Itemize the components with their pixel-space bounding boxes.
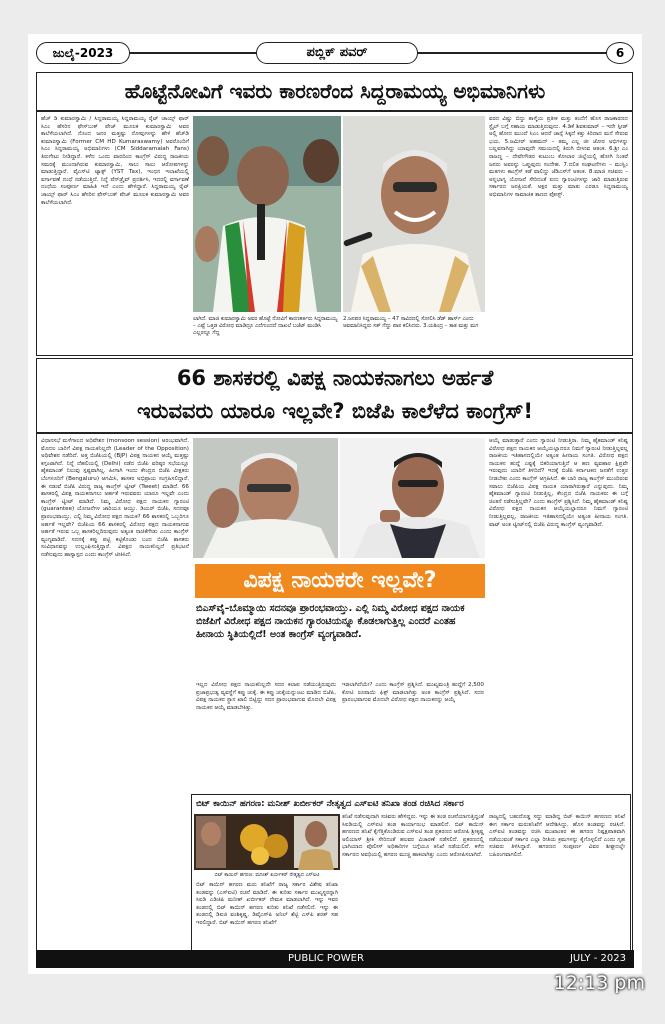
story-2-headline-line1: 66 ಶಾಸಕರಲ್ಲಿ ವಿಪಕ್ಷ ನಾಯಕನಾಗಲು ಅರ್ಹತೆ <box>176 366 494 390</box>
page-footer <box>36 950 634 968</box>
story-1-caption-right: 2.ಜನಪರ ಸಿದ್ದರಾಮಯ್ಯ – 47 ಸಾವಿರದಲ್ಲಿ ಸೋಲಿಸಿ ಡೆಡ್ ಹಾರ್ಸ್ ಎಂದು ಅವಮಾನಿಸಿದ್ದರು ಸತ್ ಗೆದ್ದು ಪಾಠ ಕಲಿಸಿದರು. 3.ಯಶಿಂದ್ರ – ತಾತ ಮತ್ತು ಮಗ <box>343 316 479 329</box>
story-3-headline: ಬಿಟ್ ಕಾಯಿನ್ ಹಗರಣ: ಮನೀಶ್ ಖರ್ಬೀಕರ್ ನೇತೃತ್ವದ ಎಸ್‌ಐಟಿ ತನಿಖಾ ತಂಡ ರಚಿಸಿದ ಸರ್ಕಾರ <box>196 799 464 809</box>
story-1-headline: ಹೊಟ್ಟೆನೋವಿಗೆ ಇವರು ಕಾರಣರೆಂದ ಸಿದ್ದರಾಮಯ್ಯ ಅಭಿಮಾನಿಗಳು <box>124 79 546 103</box>
story-2-text-mid-a: ಇಲ್ಲದ ವಿರೋಧ ಪಕ್ಷದ ನಾಯಕನಿಲ್ಲದೇ ಸದನ ಕಲಾಪ ನಡೆಯುತ್ತಿರುವುದು ಪ್ರಜಾಪ್ರಭುತ್ವ ವ್ಯವಸ್ಥೆಗೆ ಕಪ್ಪು ಚುಕ್ಕೆ. ಈ ಕಪ್ಪು ಚುಕ್ಕೆಯನ್ನುಂಟು ಮಾಡಿದ ಬಿಜೆಪಿ, ವಿಪಕ್ಷ ನಾಯಕನ ಸ್ಥಾನ ಖಾಲಿ ಬಿಟ್ಟಿದ್ದು ಸದನ ಪ್ರಾರಂಭವಾಗುವ ಮೊದಲೇ ವಿಪಕ್ಷ ನಾಯಕನ ಆಯ್ಕೆ ಮಾಡಬೇಕಿತ್ತು. <box>196 682 336 711</box>
story-2-col-left <box>41 438 189 950</box>
story-3-photo-caption: ಬಿಟ್ ಕಾಯಿನ್ ಹಗರಣ: ಮನೀಶ್ ಖರ್ಬೀಕರ್ ನೇತೃತ್ವದ ಎಸ್‌ಐಟಿ <box>214 872 320 878</box>
page-number: 6 <box>606 42 634 64</box>
masthead: ಪಬ್ಲಿಕ್ ಪವರ್ <box>256 42 418 64</box>
bommai-photo-art <box>340 438 485 558</box>
opposition-leader-banner: ವಿಪಕ್ಷ ನಾಯಕರೇ ಇಲ್ಲವೇ? <box>193 562 487 600</box>
story-3-text-b: ತನಿಖೆ ನಡೆಸುವುದಾಗಿ ಸಚಿವರು ಹೇಳಿದ್ದರು. ಇನ್ನು ಈ ತಂಡ ರಚನೆಯಾಗುತ್ತಿದ್ದಂತೆ ಸಿಐಡಿಯಲ್ಲಿ ಎಸ್‌ಐಟಿ ತಂಡ ಕಾರ್ಯಾರಂಭ ಮಾಡಲಿದೆ. ಬಿಟ್ ಕಾಯಿನ್ ಹಗರಣದ ತನಿಖೆ ಕೈಗೆತ್ತಿಕೊಂಡಿರುವ ಎಸ್‌ಐಟಿ ತಂಡ ಪ್ರಕರಣದ ಆರೋಪಿ ಶ್ರೀಕೃಷ್ಣ ಅಲಿಯಾಸ್ ಶ್ರೀಕಿ ಸೇರಿದಂತೆ ಹಲವರ ವಿಚಾರಣೆ ನಡೆಸಲಿದೆ. ಪ್ರಕರಣದಲ್ಲಿ ಭಾಗಿಯಾದ ಪೊಲೀಸ್ ಅಧಿಕಾರಿಗಳ ಬಗ್ಗೆಯೂ ತನಿಖೆ ನಡೆಯಲಿದೆ. ಕಳೆದ ಸರ್ಕಾರದ ಅವಧಿಯಲ್ಲಿ ಹಗರಣ ಮುಚ್ಚಿ ಹಾಕಲಾಗಿತ್ತು ಎಂದು ಆರೋಪಿಸಲಾಗಿದೆ. <box>342 814 484 858</box>
story-1-caption-left: ಲಾಗಿದೆ. ಮಾಜಿ ಕುಮಾರಸ್ವಾಮಿ ಅವರ ಹೊಟ್ಟೆ ನೋವಿಗೆ ಕಾರಣಕರ್ತರು ಸಿದ್ದರಾಮಯ್ಯ – ಎಷ್ಟೆ ಒತ್ತಡ ವಿರೋಧ ಮಾಡಿದ್ರೂ ಎದೆಗುಂದದೆ ದಾಖಲೆ ಬಜೆಟ್ ಮಂಡಿಸಿ ಎಲ್ಲರನ್ನೂ ಗೆದ್ದ <box>193 316 338 336</box>
bitcoin-sit-photo-art <box>194 814 340 870</box>
story-2-headline-rule <box>36 432 633 434</box>
story-2-intro: ಬಿಎಸ್‌ವೈ–ಬೊಮ್ಮಾಯಿ ಸದನವೂ ಪ್ರಾರಂಭವಾಯ್ತು. ಎಲ್ಲಿ ನಿಮ್ಮ ವಿರೋಧ ಪಕ್ಷದ ನಾಯಕ ಬಿಜೆಪಿಗೆ ವಿರೋಧ ಪಕ್ಷದ ನಾಯಕನ ಗ್ಯಾರಂಟಿಯನ್ನೂ ಕೊಡಲಾಗುತ್ತಿಲ್ಲ ಎಂದರೆ ಎಂತಹ ಹೀನಾಯ ಸ್ಥಿತಿಯಲ್ಲಿದೆ! ಅಂತ ಕಾಂಗ್ರೆಸ್ ವ್ಯಂಗ್ಯವಾಡಿದೆ. <box>196 603 465 640</box>
story-1-text-left: ಹೆಚ್ ಡಿ ಕುಮಾರಸ್ವಾಮಿ / ಸಿದ್ದರಾಮಯ್ಯ ಸಿದ್ದರಾಮಯ್ಯ ರೈಟ್ ಚಾಯ್ಸ್ ಫಾರ್ ಸಿಎಂ ಹೆಸರಿನ ಫೇಸ್‌ಬುಕ್ ಪೇಜ್ ಮೂಲಕ ಕುಮಾರಸ್ವಾಮಿ ಅವರ ಕಾಲೆಳೆಯಲಾಗಿದೆ. ನೊಂದ ಜನರ ಮತ್ತಷ್ಟು ನೋವುಗಳನ್ನು ಹೇಳಿ ಹೆಚ್‌ಡಿ ಕುಮಾರಸ್ವಾಮಿ (Former CM HD Kumaraswamy) ಅವರೊಂದಿಗೆ ಸಿಎಂ ಸಿದ್ದರಾಮಯ್ಯ ಅಭಿಮಾನಿಗಳು (CM Siddaramaiah Fans) ತಿರುಗೇಟು ನೀಡಿದ್ದಾರೆ. ಕಳೆದ ಒಂದು ವಾರದಿಂದ ಕಾಂಗ್ರೆಸ್ ವಿರುದ್ಧ ರಾಜಕೀಯ ಸಮರಕ್ಕೆ ಮುಂದಾಗಿರುವ ಕುಮಾರಸ್ವಾಮಿ, ಸಾಲು ಸಾಲು ಆರೋಪಗಳನ್ನು ಮಾಡುತ್ತಿದ್ದಾರೆ. ವೈಎಸ್‌ಟಿ ಟ್ಯಾಕ್ಸ್ (YST Tax), ಇಂಧನ ಇಲಾಖೆಯಲ್ಲಿ ವರ್ಗಾವಣೆ ದಂಧೆ ನಡೆಯುತ್ತಿದೆ. ನಿನ್ನೆ ಪೆನ್‌ಡ್ರೈವ್ ಪ್ರದರ್ಶಿಸಿ, ಇದರಲ್ಲಿ ವರ್ಗಾವಣೆ ದಂಧೆಯ ಸಂಪೂರ್ಣ ಮಾಹಿತಿ ಇದೆ ಎಂದು ಹೇಳಿದ್ದಾರೆ. ಸಿದ್ದರಾಮಯ್ಯ ರೈಟ್ ಚಾಯ್ಸ್ ಫಾರ್ ಸಿಎಂ ಹೆಸರಿನ ಫೇಸ್‌ಬುಕ್ ಪೇಜ್ ಮೂಲಕ ಕುಮಾರಸ್ವಾಮಿ ಅವರ ಕಾಲೆಳೆಯಲಾಗಿದೆ. <box>41 116 189 206</box>
yediyurappa-photo-art <box>193 438 338 558</box>
issue-date: ಜುಲೈ-2023 <box>36 42 130 64</box>
story-3-text-c: ರಾಜ್ಯದಲ್ಲಿ ಬಹುದೊಡ್ಡ ಸದ್ದು ಮಾಡಿದ್ದ ಬಿಟ್ ಕಾಯಿನ್ ಹಗರಣದ ತನಿಖೆ ಈಗ ಸರ್ಕಾರ ಮರುತನಿಖೆಗೆ ಆದೇಶಿಸಿದ್ದು, ಹೊಸ ತಂಡವನ್ನು ರಚಿಸಿದೆ. ಎಸ್‌ಐಟಿ ತಂಡವನ್ನು ರಚಿಸಿ ಮುಖಾಂತರ ಈ ಹಗರಣ ನಿಷ್ಪಕ್ಷಪಾತವಾಗಿ ನಡೆಯುವಂತೆ ಸರ್ಕಾರ ಎಲ್ಲಾ ರೀತಿಯ ಕ್ರಮಗಳನ್ನು ಕೈಗೊಳ್ಳಲಿದೆ ಎಂದು ಗೃಹ ಸಚಿವರು ತಿಳಿಸಿದ್ದಾರೆ. ಹಗರಣದ ಸಂಪೂರ್ಣ ವಿವರ ಶೀಘ್ರದಲ್ಲೇ ಬಹಿರಂಗವಾಗಲಿದೆ. <box>489 814 625 858</box>
story-2-text-right: ಆಯ್ಕೆ ಮಾಡುತ್ತಾರೆ ಎಂದು ಗ್ಯಾರಂಟಿ ನೀಡುತ್ತಿರಾ. ನಿಮ್ಮ ಹೈಕಮಾಂಡ್ ಕನಿಷ್ಟ ವಿರೋಧ ಪಕ್ಷದ ನಾಯಕನ ಆಯ್ಕೆಯಲ್ಲಾದರೂ ನಿಮಗೆ ಗ್ಯಾರಂಟಿ ನೀಡುತ್ತಿಲ್ಲವಲ್ಲ ರಾಜಕೀಯ ಇತಿಹಾಸದಲ್ಲಿಯೇ ಅತ್ಯಂತ ಹೀನಾಯ ಸಂಗತಿ. ವಿರೋಧ ಪಕ್ಷದ ನಾಯಕನ ಹುದ್ದೆ ಎಷ್ಟಕ್ಕೆ ಬಿಕರಿಯಾಗುತ್ತಿದೆ ಆ ಹಣ ವ್ಯವಹಾರ ಕ್ಷಿಪ್ರವೇ ಇರುವುದು ಯಾರಿಗೆ ತಿಳಿದಿದೆ? ಇದಕ್ಕೆ ಬಿಜೆಪಿ ಕರ್ನಾಟಕದ ಜನತೆಗೆ ಉತ್ತರ ನೀಡಬೇಕು ಎಂದು ಕಾಂಗ್ರೆಸ್ ಆಗ್ರಹಿಸಿದೆ. ಈ ಬಾರಿ ರಾಜ್ಯ ಕಾಂಗ್ರೆಸ್ ಮುಂದಿರುವ ಸವಾಲು ಬಿಜೆಪಿಯ ವಿಪಕ್ಷ ನಾಯಕ ಯಾರಾಗಿರುತ್ತಾರೆ ಎನ್ನುವುದು. ನಿಮ್ಮ ಹೈಕಮಾಂಡ್ ಗ್ಯಾರಂಟಿ ನೀಡುತ್ತಿಲ್ಲ, ಕೇಂದ್ರದ ಬಿಜೆಪಿ ನಾಯಕರು ಈ ಬಗ್ಗೆ ಚಿಂತನೆ ನಡೆಸುತ್ತಿಲ್ಲವೇ? ಎಂದು ಕಾಂಗ್ರೆಸ್ ಪ್ರಶ್ನಿಸಿದೆ. ನಿಮ್ಮ ಹೈಕಮಾಂಡ್ ಕನಿಷ್ಟ ವಿರೋಧ ಪಕ್ಷದ ನಾಯಕನ ಆಯ್ಕೆಯಲ್ಲಾದರೂ ನಿಮಗೆ ಗ್ಯಾರಂಟಿ ನೀಡುತ್ತಿಲ್ಲವಲ್ಲ, ರಾಜಕೀಯ ಇತಿಹಾಸದಲ್ಲಿಯೇ ಅತ್ಯಂತ ಹೀನಾಯ ಸಂಗತಿ. ವಾಟ್ ಅಂತ ಟ್ವೀಟ್‌ನಲ್ಲಿ ಬಿಜೆಪಿ ವಿರುದ್ಧ ಕಾಂಗ್ರೆಸ್ ವ್ಯಂಗ್ಯವಾಡಿದೆ. <box>489 438 628 528</box>
footer-publication: PUBLIC POWER <box>288 953 364 964</box>
status-time: 12:13 pm <box>553 972 645 994</box>
story-1-col-right <box>489 116 628 350</box>
bommai-photo <box>340 438 485 558</box>
footer-date: JULY - 2023 <box>569 953 626 964</box>
story-2-headline-line2: ಇರುವವರು ಯಾರೂ ಇಲ್ಲವೇ? ಬಿಜೆಪಿ ಕಾಲೆಳೆದ ಕಾಂಗ್ರೆಸ್! <box>137 399 533 423</box>
page-header <box>36 42 634 64</box>
story-3-col-c <box>489 814 625 948</box>
kumaraswamy-photo-art <box>193 116 341 312</box>
story-2-col-mid-b <box>342 682 484 790</box>
story-2-col-mid-a <box>196 682 336 790</box>
story-1-col-left <box>41 116 189 350</box>
yediyurappa-photo <box>193 438 338 558</box>
siddaramaiah-photo <box>343 116 485 312</box>
siddaramaiah-photo-art <box>343 116 485 312</box>
story-3-text-a: ಬಿಟ್ ಕಾಯಿನ್ ಹಗರಣ ಮರು ತನಿಖೆಗೆ ರಾಜ್ಯ ಸರ್ಕಾರ ವಿಶೇಷ ತನಿಖಾ ತಂಡವನ್ನು (ಎಸ್‌ಐಟಿ) ರಚನೆ ಮಾಡಿದೆ. ಈ ಕುರಿತು ಸರ್ಕಾರ ಮುಖ್ಯಸ್ಥರನ್ನಾಗಿ ಸಿಐಡಿ ಎಡಿಜಿಪಿ ಮನೀಶ್ ಖರ್ಬೀಕರ್ ನೇಮಕ ಮಾಡಲಾಗಿದೆ. ಇನ್ನು ಇವರ ತಂಡದಲ್ಲಿ ಬಿಟ್ ಕಾಯಿನ್ ಹಗರಣ ಕುರಿತು ತನಿಖೆ ನಡೆಸಲಿದೆ. ಇನ್ನು ಈ ತಂಡದಲ್ಲಿ ಡಿಐಜಿ ವಂಶಿಕೃಷ್ಣ, ಡಿವೈಎಸ್‌ಪಿ ಅನಿಲ್ ಶೆಟ್ಟಿ ಎಸ್‌ಪಿ ಶರತ್ ಸಹ ಇರಲಿದ್ದಾರೆ. ಬಿಟ್ ಕಾಯಿನ್ ಹಗರಣ ತನಿಖೆಗೆ <box>196 882 338 926</box>
kumaraswamy-photo <box>193 116 341 312</box>
story-2-col-right <box>489 438 628 790</box>
story-1-headline-rule <box>36 110 633 112</box>
story-2-text-mid-b: ಇಡಲಾಗಿದೆಯೇ? ಎಂದು ಕಾಂಗ್ರೆಸ್ ಪ್ರಶ್ನಿಸಿದೆ. ಮುಖ್ಯಮಂತ್ರಿ ಹುದ್ದೆಗೆ 2,500 ಕೋಟಿ ರೂಪಾಯಿ ಫಿಕ್ಸ್ ಮಾಡಲಾಗಿತ್ತು ಅಂತ ಕಾಂಗ್ರೆಸ್ ಪ್ರಶ್ನಿಸಿದೆ. ಸದನ ಪ್ರಾರಂಭವಾಗುವ ಮೊದಲೇ ವಿರೋಧ ಪಕ್ಷದ ನಾಯಕನನ್ನು ಆಯ್ಕೆ <box>342 682 484 704</box>
story-3-col-a <box>196 882 338 948</box>
story-1-text-right: ವರದ ವಿಷ್ಣು ಬಿದ್ದು ತಾಳ್ಮೆಯ ಪ್ರತೀಕ ಮತ್ತು ತಂದೆಗೆ ಹೊಸ ರಾಜಕಾರಣದ ಸ್ಟೈಲ್ ಬಗ್ಗೆ ಸಹಾಯ ಮಾಡುತ್ತಿರುವುದು. 4.ಡಿಕೆ ಶಿವಕುಮಾರ್ – ಇದೇ ಸ್ಪೀಡ್ ಅಲ್ಲಿ ಹೋದ ಮುಂದೆ ಸಿಎಂ ಆದರೆ ಚಾನ್ಸೆ ಸಿಕ್ಕದೆ ಕತ್ತು ಕಿರಿದಾದ ಮನೆ ಸೇರುವ ಭಯ. 5.ಜಮೀರ್ ಅಹಮದ್ – ತಮ್ಮ ಎಲ್ಲ ಜೀ ಜೋರ ಅಭಿಗಳನ್ನು ಬಲ್ಲವನಾಗಿದ್ದು ಯಾವುದೇ ಸಮಯದಲ್ಲಿ ತಿರುಗಿ ಬೀಳುವ ಆತಂಕ. 6.ಶ್ರೀ ಎಂ ರಾಜಣ್ಣ – ದೇವೇಗೌಡರ ಕುಟುಂಬ ಕೋಲಾರ ಜಿಲ್ಲೆಯಲ್ಲಿ ಹೋಗಿ ನಿಂತರೆ ಜನರು ಅವರನ್ನು ಒಪ್ಪುವುದು ಸಂದೇಹ. 7.ದಲಿತ ಸಂಘಟನೆಗಳು – ಮುಸ್ಲಿಂ ಮತಗಳು ಕಾಂಗ್ರೆಸ್ ಕಡೆ ವಾಲಿದ್ದು ಜೆಡಿಎಸ್‌ಗೆ ಆತಂಕ. 8.ಮಾಜಿ ಸಚಿವರು – ಅನ್ನಭಾಗ್ಯ ಯೋಜನೆ ಸೇರಿದಂತೆ ಐದು ಗ್ಯಾರಂಟಿಗಳನ್ನು ಜಾರಿ ಮಾಡುತ್ತಿರುವ ಸರ್ಕಾರದ ಜನಪ್ರಿಯತೆ. ಅಕ್ಷರ ಮತ್ತು ಮಾತು ಎರಡೂ ಸಿದ್ದರಾಮಯ್ಯ ಅಭಿಮಾನಿಗಳ ಸಾಮಾಜಿಕ ತಾಣದ ಪೋಸ್ಟ್. <box>489 116 628 198</box>
story-2-text-left: ವಿಧಾನಸಭೆ ಮಳೆಗಾಲದ ಅಧಿವೇಶನ (monsoon session) ಆರಂಭವಾಗಿದೆ. ಮೊದಲ ಬಾರಿಗೆ ವಿಪಕ್ಷ ನಾಯಕನಿಲ್ಲದೇ (Leader of the Opposition) ಅಧಿವೇಶನ ನಡೆದಿದೆ. ಅತ್ತ ಬಿಜೆಪಿಯಲ್ಲಿ (BJP) ವಿಪಕ್ಷ ನಾಯಕನ ಆಯ್ಕೆ ಮತ್ತಷ್ಟು ಕಗ್ಗಂಟಾಗಿದೆ. ನಿನ್ನೆ ದೆಹಲಿಯಲ್ಲಿ (Delhi) ನಡೆದ ಬಿಜೆಪಿ ವರಿಷ್ಠರ ಸಭೆಯಲ್ಲೂ ಹೈಕಮಾಂಡ್ ನಿಲುವು ಸ್ಪಷ್ಟವಾಗಿಲ್ಲ. ಹೀಗಾಗಿ ಇಂದು ಕೇಂದ್ರದ ಬಿಜೆಪಿ ವೀಕ್ಷಕರು ಬೆಂಗಳೂರಿಗೆ (Bengaluru) ಆಗಮಿಸಿ, ಶಾಸಕರ ಅಭಿಪ್ರಾಯ ಸಂಗ್ರಹಿಸಲಿದ್ದಾರೆ. ಈ ನಡುವೆ ಬಿಜೆಪಿ ವಿರುದ್ಧ ರಾಜ್ಯ ಕಾಂಗ್ರೆಸ್ ಟ್ವೀಟ್ (Tweet) ಮಾಡಿದೆ. 66 ಶಾಸಕರಲ್ಲಿ ವಿಪಕ್ಷ ನಾಯಕನಾಗಲು ಅರ್ಹತೆ ಇರುವವರು ಯಾರೂ ಇಲ್ಲವೇ ಎಂದು ಕಾಂಗ್ರೆಸ್ ಟ್ವೀಟ್ ಮಾಡಿದೆ. ನಿಮ್ಮ ವಿರೋಧ ಪಕ್ಷದ ನಾಯಕನ ಗ್ಯಾರಂಟಿ (guarantee) ಯೋಜನೆಗಳ ಜಾರಿಯೂ ಆಯ್ತು. ಡಿಯರ್ ಬಿಜೆಪಿ, ಸದನವೂ ಪ್ರಾರಂಭವಾಯ್ತು, ಎಲ್ಲಿ ನಿಮ್ಮ ವಿರೋಧ ಪಕ್ಷದ ನಾಯಕ? 66 ಶಾಸಕರಲ್ಲಿ ಒಬ್ಬರಿಗೂ ಅರ್ಹತೆ ಇಲ್ಲವೇ? ಬಿಜೆಪಿಯ 66 ಶಾಸಕರಲ್ಲಿ ವಿರೋಧ ಪಕ್ಷದ ನಾಯಕನಾಗುವ ಅರ್ಹತೆ ಇರುವ ಒಬ್ಬ ಶಾಸಕರಿಲ್ಲದಿರುವುದು ಅತ್ಯಂತ ನಾಚಿಕೆಗೇಡು ಎಂದು ಕಾಂಗ್ರೆಸ್ ವ್ಯಂಗ್ಯವಾಡಿದೆ. ಸದನಕ್ಕೆ ಕಪ್ಪು ಪಟ್ಟಿ ಕಟ್ಟಿಕೊಂಡು ಬಂದ ಬಿಜೆಪಿ ಶಾಸಕರು ಸಂವಿಧಾನವನ್ನು ಉಲ್ಲಂಘಿಸುತ್ತಿದ್ದಾರೆ. ವಿಪಕ್ಷದ ನಾಯಕನಿಲ್ಲದೆ ಪ್ರತಿಭಟನೆ ನಡೆಸುವುದು ಹಾಸ್ಯಾಸ್ಪದ ಎಂದು ಕಾಂಗ್ರೆಸ್ ಟೀಕಿಸಿದೆ. <box>41 438 189 558</box>
newspaper-page <box>28 34 642 974</box>
story-3-col-b <box>342 814 484 948</box>
bitcoin-sit-photo <box>194 814 340 870</box>
